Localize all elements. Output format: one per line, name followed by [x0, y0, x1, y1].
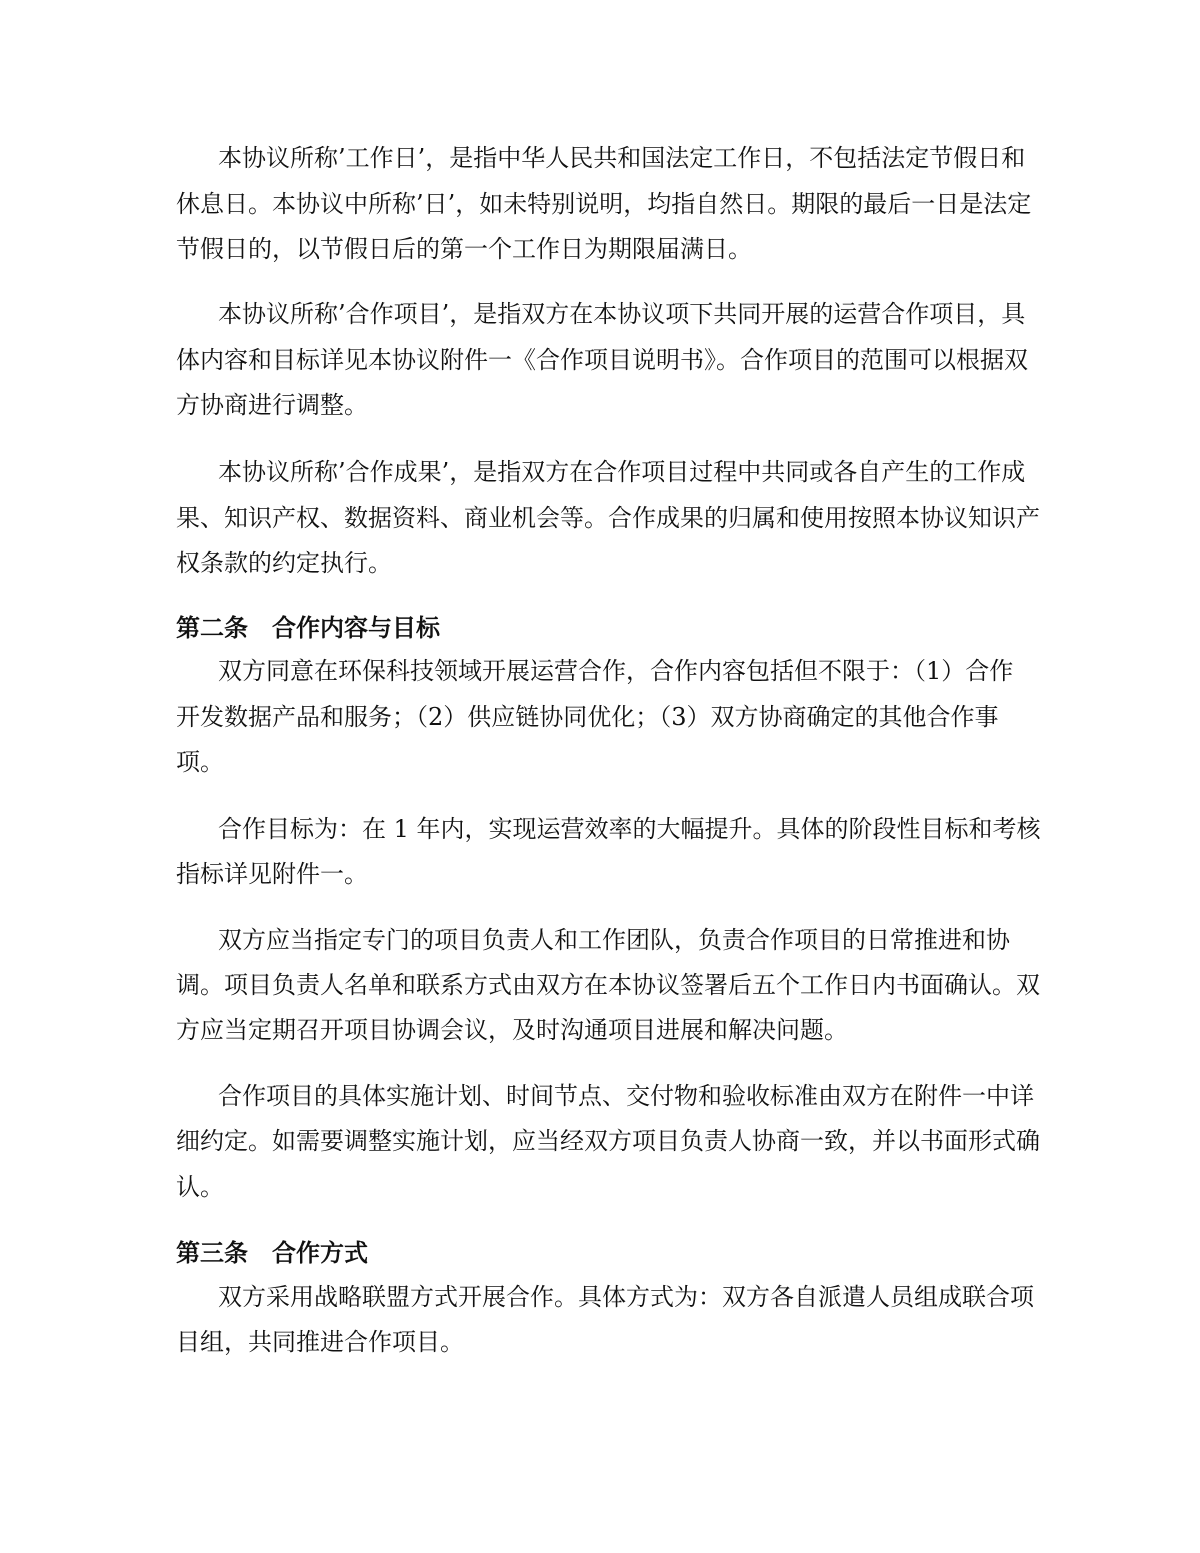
paragraph-line: 方协商进行调整。 [176, 391, 368, 419]
paragraph-line: 开发数据产品和服务；（2）供应链协同优化；（3）双方协商确定的其他合作事 [176, 703, 999, 731]
paragraph-line: 合作项目的具体实施计划、时间节点、交付物和验收标准由双方在附件一中详 [218, 1082, 1034, 1110]
paragraph-line: 本协议所称’合作项目’，是指双方在本协议项下共同开展的运营合作项目，具 [218, 300, 1026, 328]
paragraph-line: 体内容和目标详见本协议附件一《合作项目说明书》。合作项目的范围可以根据双 [176, 346, 1028, 374]
paragraph-line: 节假日的，以节假日后的第一个工作日为期限届满日。 [176, 235, 752, 263]
paragraph-line: 认。 [176, 1173, 224, 1201]
paragraph-line: 项。 [176, 748, 224, 776]
section-heading: 第三条 合作方式 [176, 1239, 368, 1267]
paragraph-line: 本协议所称’工作日’，是指中华人民共和国法定工作日，不包括法定节假日和 [218, 144, 1026, 172]
paragraph-line: 双方同意在环保科技领域开展运营合作，合作内容包括但不限于：（1）合作 [218, 657, 1014, 685]
paragraph-line: 双方采用战略联盟方式开展合作。具体方式为：双方各自派遣人员组成联合项 [218, 1283, 1034, 1311]
paragraph-line: 指标详见附件一。 [176, 860, 368, 888]
paragraph-line: 本协议所称’合作成果’，是指双方在合作项目过程中共同或各自产生的工作成 [218, 458, 1026, 486]
paragraph-line: 休息日。本协议中所称’日’，如未特别说明，均指自然日。期限的最后一日是法定 [176, 190, 1032, 218]
paragraph-line: 调。项目负责人名单和联系方式由双方在本协议签署后五个工作日内书面确认。双 [176, 971, 1040, 999]
section-heading: 第二条 合作内容与目标 [176, 614, 440, 642]
paragraph-line: 权条款的约定执行。 [176, 549, 392, 577]
paragraph-line: 果、知识产权、数据资料、商业机会等。合作成果的归属和使用按照本协议知识产 [176, 504, 1040, 532]
paragraph-line: 细约定。如需要调整实施计划，应当经双方项目负责人协商一致，并以书面形式确 [176, 1127, 1040, 1155]
paragraph-line: 双方应当指定专门的项目负责人和工作团队，负责合作项目的日常推进和协 [218, 926, 1010, 954]
paragraph-line: 目组，共同推进合作项目。 [176, 1328, 464, 1356]
paragraph-line: 合作目标为：在 1 年内，实现运营效率的大幅提升。具体的阶段性目标和考核 [218, 815, 1041, 843]
paragraph-line: 方应当定期召开项目协调会议，及时沟通项目进展和解决问题。 [176, 1016, 848, 1044]
